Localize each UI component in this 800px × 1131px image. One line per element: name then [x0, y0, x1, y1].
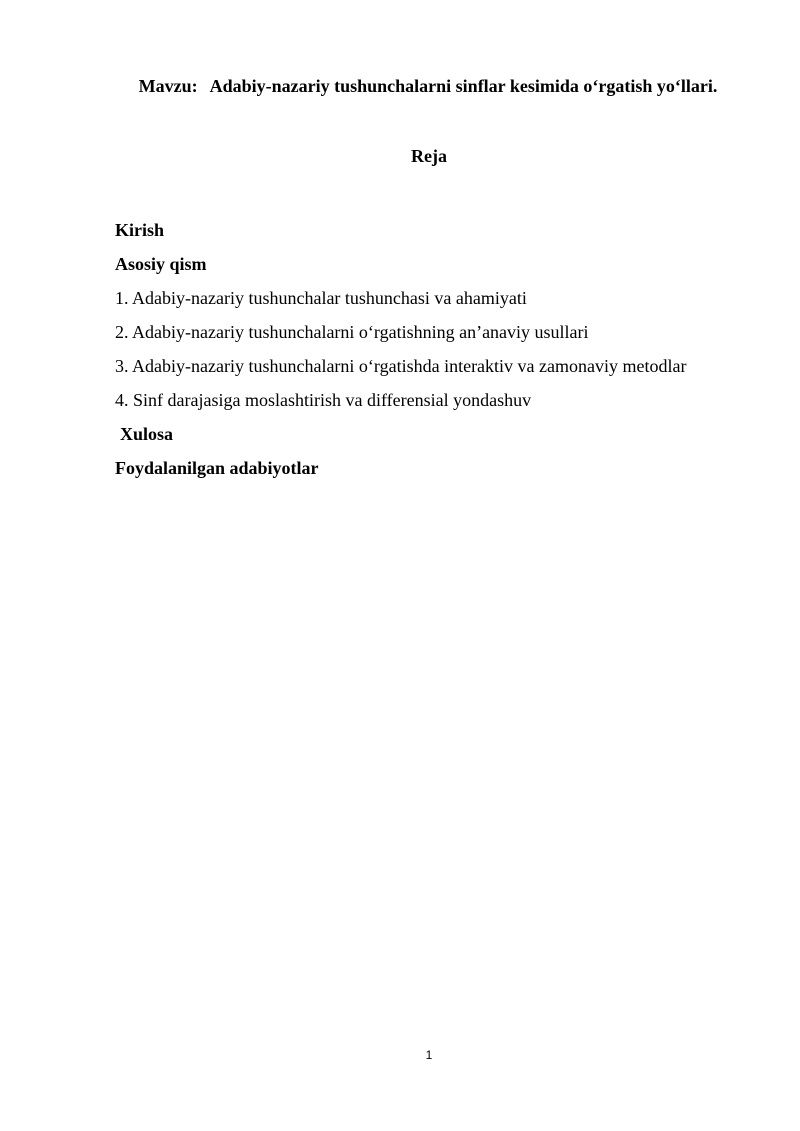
outline-item: 4. Sinf darajasiga moslashtirish va differensial yondashuv — [115, 390, 532, 410]
outline-conclusion: Xulosa — [120, 424, 174, 444]
outline-intro: Kirish — [115, 220, 165, 240]
document-title — [0, 76, 800, 97]
outline-main-part: Asosiy qism — [115, 254, 207, 274]
plan-outline — [115, 213, 686, 485]
outline-references: Foydalanilgan adabiyotlar — [115, 458, 319, 478]
outline-item: 1. Adabiy-nazariy tushunchalar tushunchasi va ahamiyati — [115, 288, 527, 308]
outline-item: 3. Adabiy-nazariy tushunchalarni o‘rgatishda interaktiv va zamonaviy metodlar — [115, 356, 687, 376]
outline-item: 2. Adabiy-nazariy tushunchalarni o‘rgatishning an’anaviy usullari — [115, 322, 589, 342]
plan-heading: Reja — [411, 146, 447, 166]
title-text: Adabiy-nazariy tushunchalarni sinflar kesimida o‘rgatish yo‘llari. — [209, 76, 718, 96]
title-prefix: Mavzu: — [138, 76, 198, 96]
page-number: 1 — [425, 1048, 433, 1062]
